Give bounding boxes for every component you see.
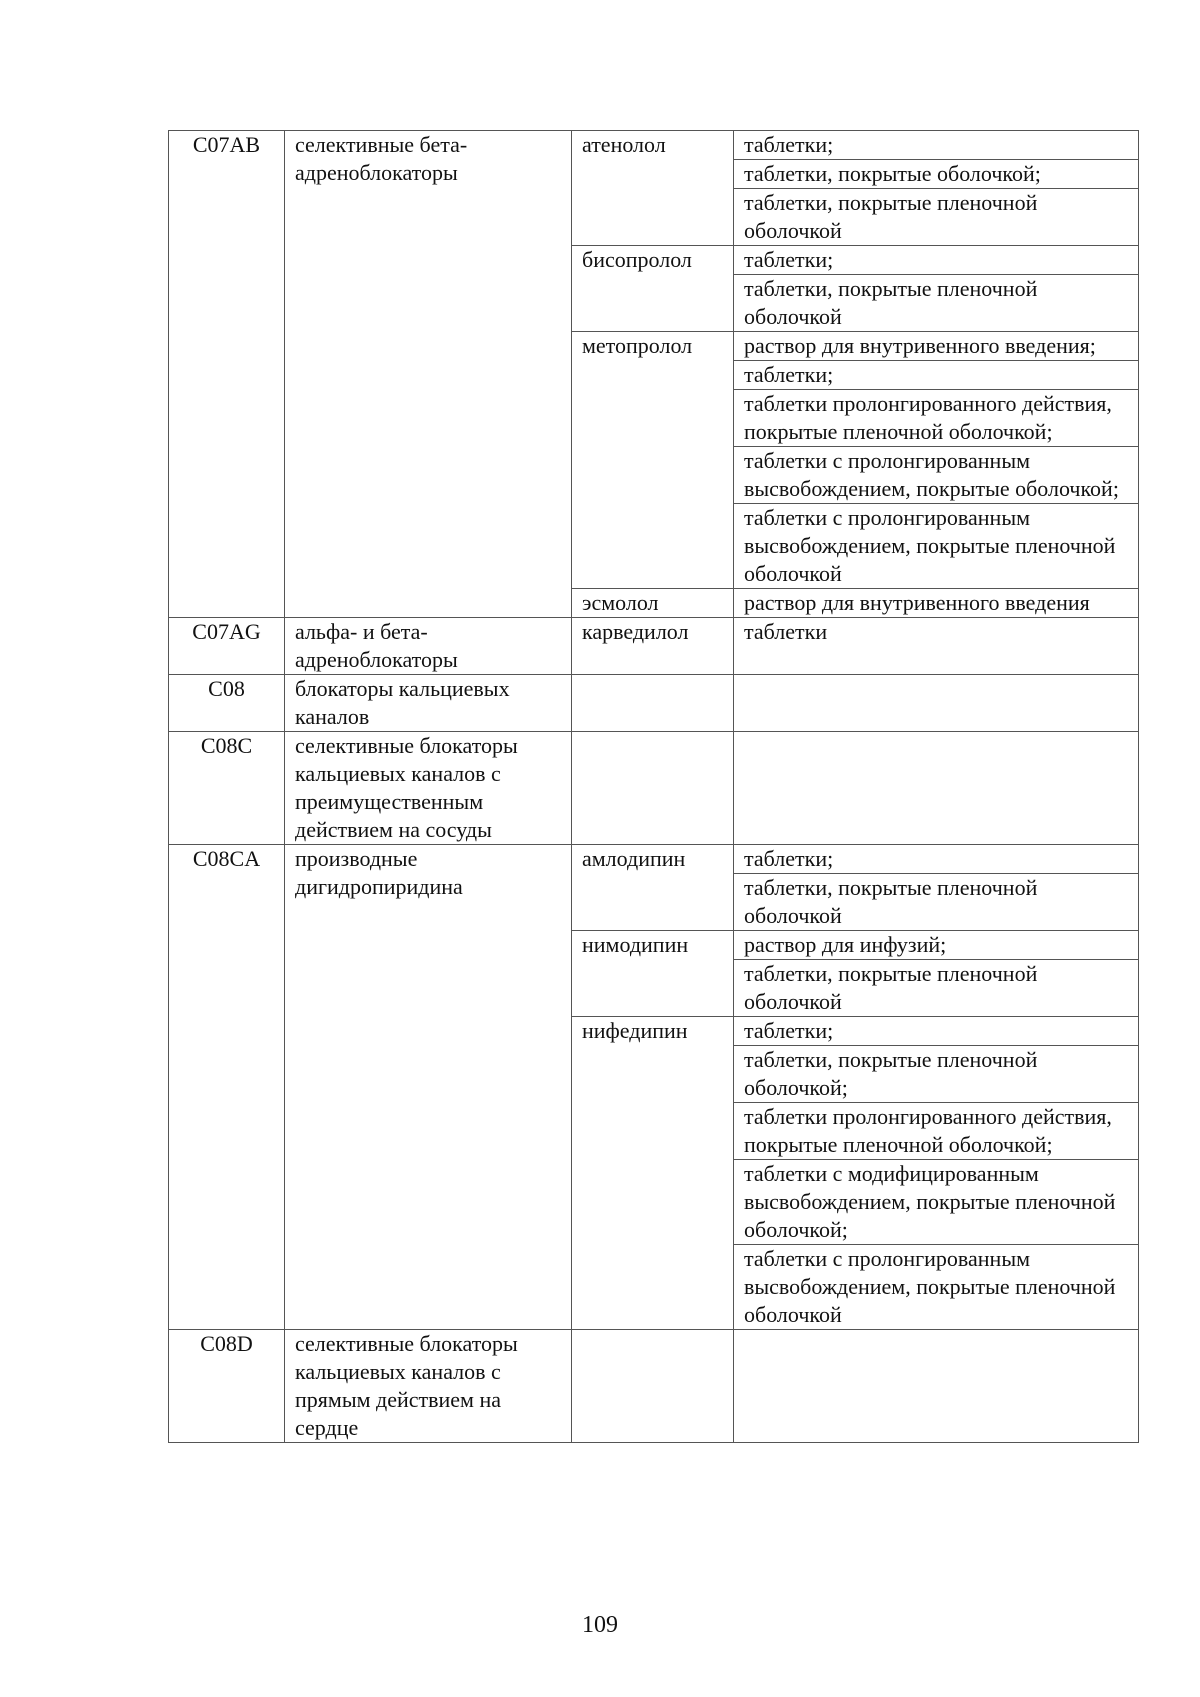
group-name: блокаторы кальциевых каналов: [285, 675, 572, 732]
dosage-form: таблетки: [734, 618, 1139, 675]
dosage-form: раствор для инфузий;: [734, 931, 1139, 960]
dosage-form: таблетки;: [734, 361, 1139, 390]
table-row: [169, 845, 1139, 874]
dosage-form: таблетки;: [734, 845, 1139, 874]
drug-inn: метопролол: [572, 332, 734, 589]
group-name: селективные бета-адреноблокаторы: [285, 131, 572, 618]
drug-inn: бисопролол: [572, 246, 734, 332]
dosage-form: таблетки с пролонгированным высвобождением, покрытые пленочной оболочкой: [734, 1245, 1139, 1330]
dosage-form: таблетки, покрытые пленочной оболочкой: [734, 189, 1139, 246]
drug-inn: [572, 732, 734, 845]
group-name: производные дигидропиридина: [285, 845, 572, 1330]
group-name: альфа- и бета-адреноблокаторы: [285, 618, 572, 675]
group-name: селективные блокаторы кальциевых каналов с прямым действием на сердце: [285, 1330, 572, 1443]
dosage-form: [734, 675, 1139, 732]
table-row: [169, 131, 1139, 160]
drug-classification-table: [168, 130, 1139, 1443]
dosage-form: таблетки, покрытые пленочной оболочкой: [734, 275, 1139, 332]
atc-code: C08C: [169, 732, 285, 845]
dosage-form: таблетки, покрытые оболочкой;: [734, 160, 1139, 189]
dosage-form: таблетки, покрытые пленочной оболочкой;: [734, 1046, 1139, 1103]
table-body: [169, 131, 1139, 1443]
drug-inn: эсмолол: [572, 589, 734, 618]
page-number: 109: [582, 1612, 618, 1638]
table-row: [169, 1330, 1139, 1443]
atc-code: C07AG: [169, 618, 285, 675]
table-row: [169, 618, 1139, 675]
group-name: селективные блокаторы кальциевых каналов с преимущественным действием на сосуды: [285, 732, 572, 845]
dosage-form: [734, 732, 1139, 845]
dosage-form: таблетки;: [734, 246, 1139, 275]
drug-inn: [572, 675, 734, 732]
dosage-form: таблетки;: [734, 131, 1139, 160]
drug-inn: карведилол: [572, 618, 734, 675]
atc-code: C07AB: [169, 131, 285, 618]
dosage-form: таблетки с пролонгированным высвобождением, покрытые пленочной оболочкой: [734, 504, 1139, 589]
dosage-form: таблетки;: [734, 1017, 1139, 1046]
dosage-form: раствор для внутривенного введения;: [734, 332, 1139, 361]
dosage-form: таблетки пролонгированного действия, покрытые пленочной оболочкой;: [734, 390, 1139, 447]
drug-inn: [572, 1330, 734, 1443]
atc-code: C08CA: [169, 845, 285, 1330]
dosage-form: таблетки с модифицированным высвобождением, покрытые пленочной оболочкой;: [734, 1160, 1139, 1245]
drug-inn: нимодипин: [572, 931, 734, 1017]
dosage-form: [734, 1330, 1139, 1443]
table-row: [169, 732, 1139, 845]
table-row: [169, 675, 1139, 732]
dosage-form: таблетки, покрытые пленочной оболочкой: [734, 960, 1139, 1017]
drug-inn: амлодипин: [572, 845, 734, 931]
drug-inn: атенолол: [572, 131, 734, 246]
drug-inn: нифедипин: [572, 1017, 734, 1330]
atc-code: C08: [169, 675, 285, 732]
dosage-form: таблетки, покрытые пленочной оболочкой: [734, 874, 1139, 931]
dosage-form: таблетки с пролонгированным высвобождением, покрытые оболочкой;: [734, 447, 1139, 504]
atc-code: C08D: [169, 1330, 285, 1443]
dosage-form: таблетки пролонгированного действия, покрытые пленочной оболочкой;: [734, 1103, 1139, 1160]
dosage-form: раствор для внутривенного введения: [734, 589, 1139, 618]
